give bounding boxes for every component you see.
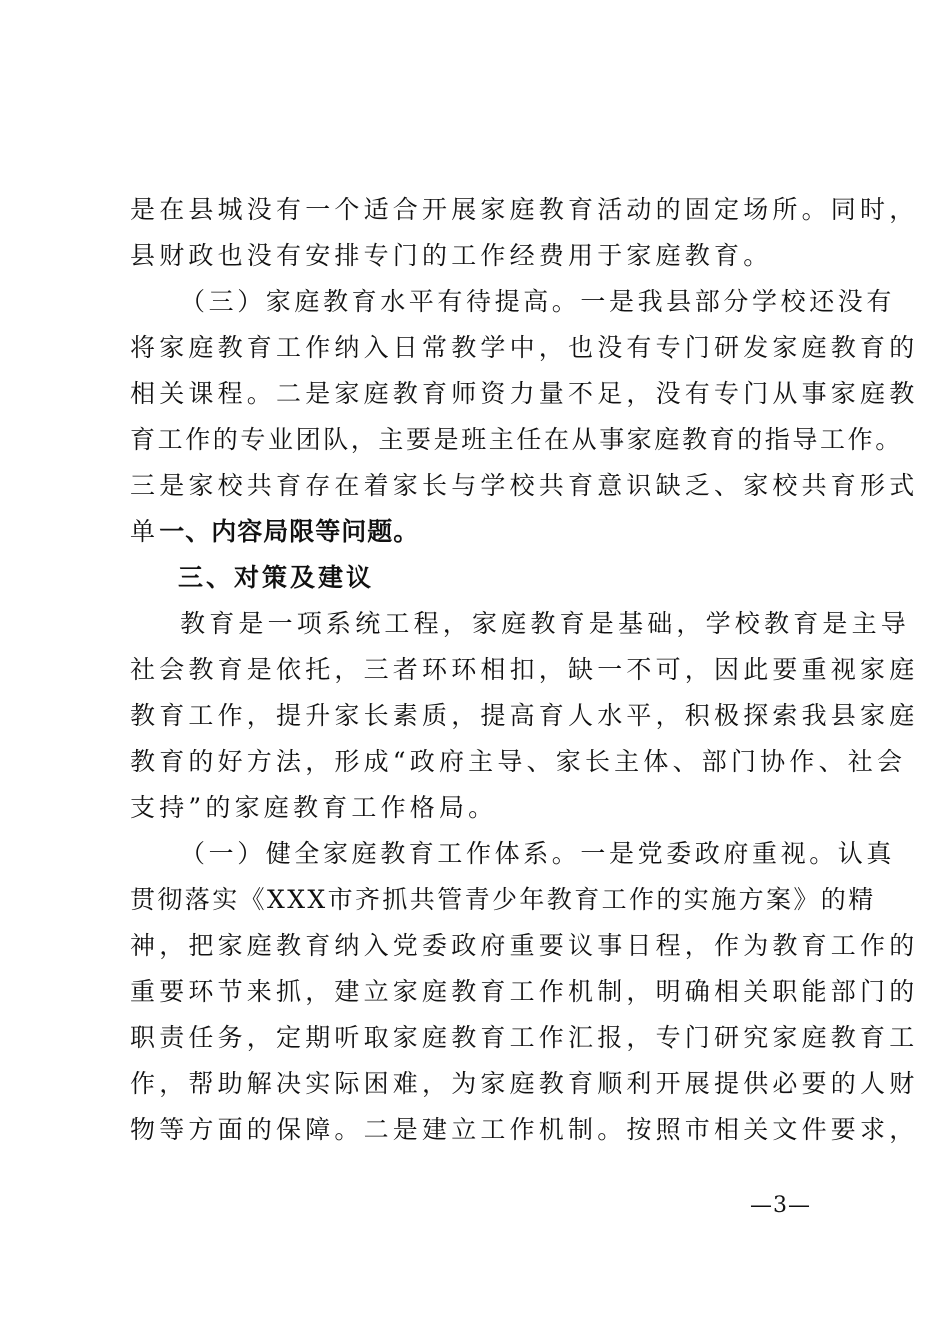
line-text: 单 <box>130 517 160 546</box>
paragraph-line: 教育是一项系统工程，家庭教育是基础，学校教育是主导 <box>180 609 911 638</box>
paragraph-line: 育工作的专业团队，主要是班主任在从事家庭教育的指导工作。 <box>130 425 903 454</box>
paragraph-line: 三是家校共育存在着家长与学校共育意识缺乏、家校共育形式 <box>130 471 919 500</box>
paragraph-line: （一）健全家庭教育工作体系。一是党委政府重视。认真 <box>180 839 896 868</box>
paragraph-line: 社会教育是依托，三者环环相扣，缺一不可，因此要重视家庭 <box>130 655 919 684</box>
paragraph-line: 支持”的家庭教育工作格局。 <box>130 793 498 822</box>
paragraph-line: 是在县城没有一个适合开展家庭教育活动的固定场所。同时， <box>130 195 919 224</box>
paragraph-line: 将家庭教育工作纳入日常教学中，也没有专门研发家庭教育的 <box>130 333 919 362</box>
paragraph-line: 作，帮助解决实际困难，为家庭教育顺利开展提供必要的人财 <box>130 1069 919 1098</box>
paragraph-line: （三）家庭教育水平有待提高。一是我县部分学校还没有 <box>180 287 896 316</box>
paragraph-line: 物等方面的保障。二是建立工作机制。按照市相关文件要求， <box>130 1115 919 1144</box>
paragraph-line: 贯彻落实《XXX市齐抓共管青少年教育工作的实施方案》的精 <box>130 885 876 914</box>
paragraph-line: 县财政也没有安排专门的工作经费用于家庭教育。 <box>130 241 773 270</box>
paragraph-line: 教育的好方法，形成“政府主导、家长主体、部门协作、社会 <box>130 747 907 776</box>
paragraph-line: 相关课程。二是家庭教育师资力量不足，没有专门从事家庭教 <box>130 379 919 408</box>
page-number: —3— <box>750 1193 811 1218</box>
paragraph-line <box>130 509 830 555</box>
paragraph-line: 教育工作，提升家长素质，提高育人水平，积极探索我县家庭 <box>130 701 919 730</box>
paragraph-line: 职责任务，定期听取家庭教育工作汇报，专门研究家庭教育工 <box>130 1023 919 1052</box>
line-text: 一、内容局限等问题。 <box>159 517 420 546</box>
paragraph-line: 重要环节来抓，建立家庭教育工作机制，明确相关职能部门的 <box>130 977 919 1006</box>
paragraph-line: 神，把家庭教育纳入党委政府重要议事日程，作为教育工作的 <box>130 931 919 960</box>
section-heading: 三、对策及建议 <box>178 563 375 592</box>
